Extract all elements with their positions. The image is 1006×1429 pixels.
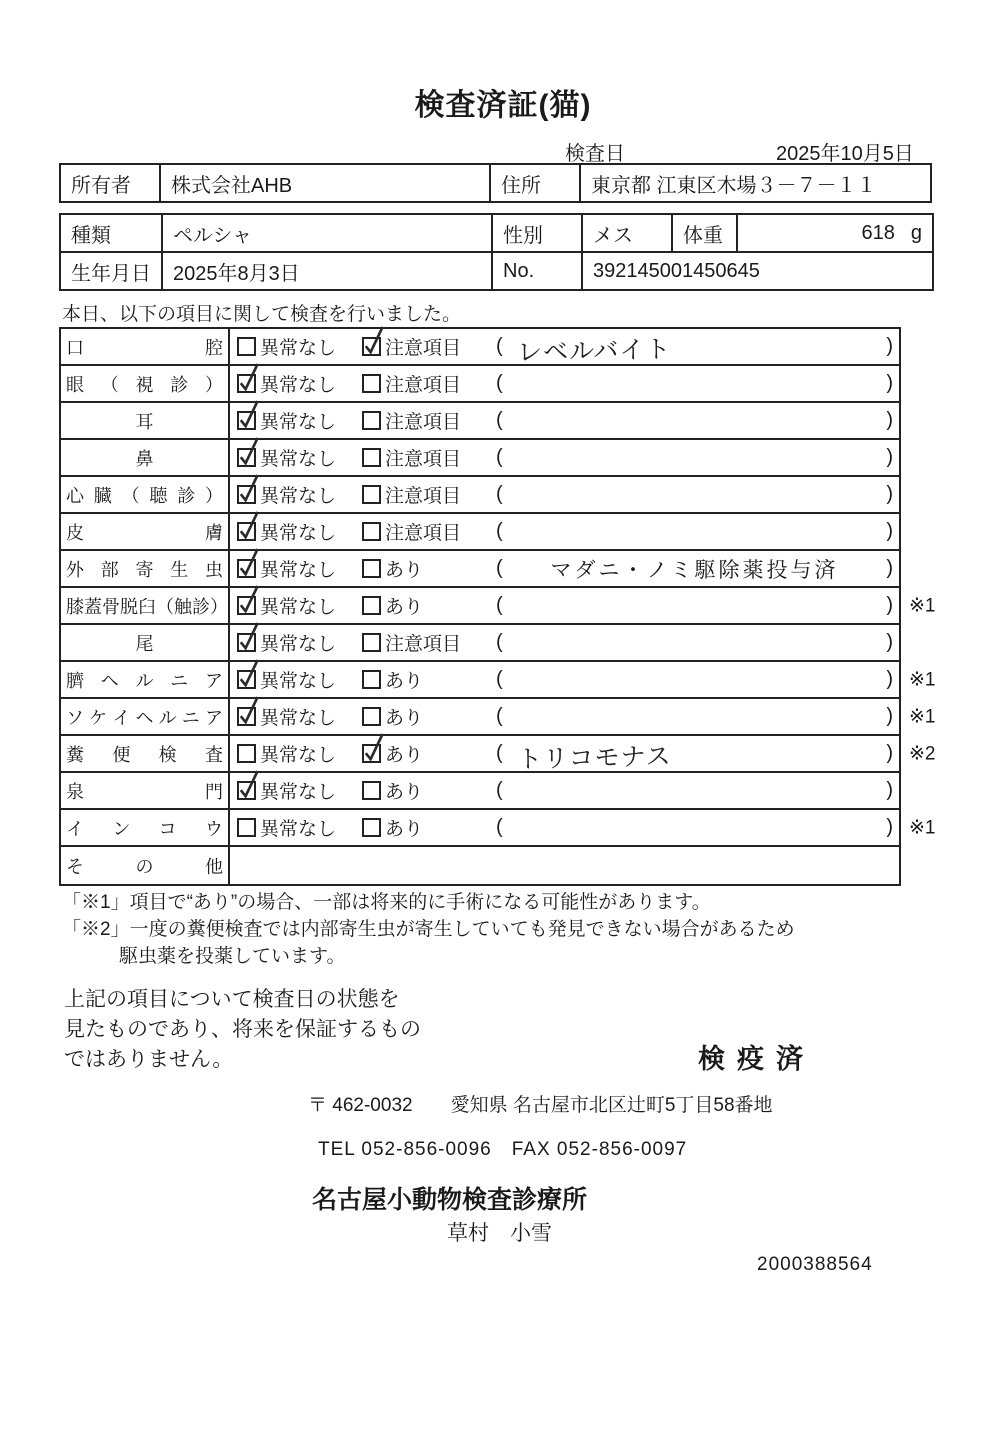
checkbox-no-abnormality[interactable] (237, 744, 256, 763)
remarks-field (492, 554, 899, 584)
checkbox-label: 異常なし (260, 597, 337, 618)
paren-open: ( (496, 335, 503, 357)
exam-item-name: 眼 （ 視 診 ） (66, 374, 223, 395)
checkbox-attention[interactable] (362, 448, 381, 467)
checkbox-label: あり (385, 819, 424, 840)
option-present (362, 740, 492, 767)
checkbox-present[interactable] (362, 670, 381, 689)
paren-close: ) (886, 668, 893, 690)
option-no-abnormality (230, 592, 362, 619)
inspection-date-label: 検査日 (565, 143, 625, 165)
option-no-abnormality (230, 444, 362, 471)
owner-value: 株式会社AHB (160, 164, 490, 202)
remarks-field (492, 631, 899, 654)
exam-row-cryptorchidism (61, 810, 936, 847)
remarks-field (492, 446, 899, 469)
sex-value: メス (582, 214, 672, 252)
checkbox-no-abnormality[interactable] (237, 818, 256, 837)
exam-row-eyes (61, 366, 899, 403)
paren-close: ) (886, 446, 893, 468)
clinic-name: 名古屋小動物検査診療所 (312, 1186, 588, 1214)
option-attention (362, 444, 492, 471)
option-attention (362, 518, 492, 545)
exam-item-name: 外 部 寄 生 虫 (66, 559, 223, 580)
remarks-text: レベルバイト (516, 334, 672, 367)
option-no-abnormality (230, 481, 362, 508)
remarks-text: トリコモナス (516, 741, 672, 774)
disclaimer (64, 985, 421, 1075)
owner-label: 所有者 (60, 164, 160, 202)
paren-close: ) (886, 594, 893, 616)
exam-item-name: 心 臓 （ 聴 診 ） (66, 485, 223, 506)
exam-item-name: 膝 蓋 骨 脱 臼 （ 触 診 ） (66, 596, 228, 617)
remarks-field (492, 816, 899, 839)
exam-row-umbilical-hernia (61, 662, 936, 699)
remarks-field (492, 520, 899, 543)
weight-unit: g (910, 221, 922, 244)
checkbox-present[interactable] (362, 707, 381, 726)
paren-open: ( (496, 705, 503, 727)
birth-label: 生年月日 (60, 252, 162, 290)
checkbox-no-abnormality[interactable] (237, 670, 256, 689)
option-attention (362, 407, 492, 434)
remarks-field (492, 668, 899, 691)
option-no-abnormality (230, 777, 362, 804)
weight-number: 618 (861, 221, 895, 244)
exam-row-nose (61, 440, 899, 477)
remarks-field (492, 594, 899, 617)
sex-label: 性別 (492, 214, 582, 252)
no-label: No. (492, 252, 582, 290)
paren-open: ( (496, 594, 503, 616)
option-present (362, 592, 492, 619)
checkbox-no-abnormality[interactable] (237, 707, 256, 726)
checkbox-label: 異常なし (260, 338, 337, 359)
paren-open: ( (496, 557, 503, 579)
footnote-1: 「※1」項目で“あり”の場合、一部は将来的に手術になる可能性があります。 (62, 892, 711, 913)
disclaimer-line-2: 見たものであり、将来を保証するもの (64, 1018, 421, 1041)
checkbox-label: 注意項目 (385, 523, 462, 544)
paren-open: ( (496, 372, 503, 394)
exam-row-other (61, 847, 899, 884)
no-value: 392145001450645 (582, 252, 933, 290)
checkbox-label: 異常なし (260, 375, 337, 396)
paren-close: ) (886, 557, 893, 579)
paren-close: ) (886, 631, 893, 653)
footnote-mark: ※2 (909, 743, 936, 764)
exam-item-name: 口 腔 (66, 337, 223, 358)
checkbox-label: 異常なし (260, 486, 337, 507)
checkbox-attention[interactable] (362, 411, 381, 430)
footnote-mark: ※1 (909, 817, 936, 838)
checkbox-attention[interactable] (362, 633, 381, 652)
exam-row-fontanelle (61, 773, 899, 810)
footnote-2: 「※2」一度の糞便検査では内部寄生虫が寄生していても発見できない場合があるため (62, 919, 795, 940)
checkbox-label: 注意項目 (385, 634, 462, 655)
remarks-field (492, 329, 899, 365)
paren-close: ) (886, 705, 893, 727)
checkbox-label: あり (385, 708, 424, 729)
exam-item-name: 糞 便 検 査 (66, 744, 223, 765)
checkbox-present[interactable] (362, 744, 381, 763)
checkbox-attention[interactable] (362, 485, 381, 504)
paren-close: ) (886, 335, 893, 357)
checkbox-no-abnormality[interactable] (237, 522, 256, 541)
checkbox-label: 注意項目 (385, 412, 462, 433)
checkbox-label: 注意項目 (385, 375, 462, 396)
address-label: 住所 (490, 164, 580, 202)
quarantine-stamp: 検疫済 (698, 1044, 815, 1074)
remarks-field (492, 705, 899, 728)
exam-item-name: 尾 (135, 633, 154, 654)
weight-label: 体重 (672, 214, 737, 252)
footnote-mark: ※1 (909, 706, 936, 727)
checkbox-label: 異常なし (260, 708, 337, 729)
checkbox-present[interactable] (362, 559, 381, 578)
exam-row-ears (61, 403, 899, 440)
checkbox-label: あり (385, 560, 424, 581)
checkbox-label: 異常なし (260, 782, 337, 803)
breed-value: ペルシャ (162, 214, 492, 252)
checkbox-attention[interactable] (362, 374, 381, 393)
intro-text: 本日、以下の項目に関して検査を行いました。 (62, 304, 462, 325)
paren-open: ( (496, 668, 503, 690)
remarks-field (492, 779, 899, 802)
exam-table (59, 327, 936, 886)
footnotes (62, 889, 795, 970)
checkbox-no-abnormality[interactable] (237, 485, 256, 504)
option-no-abnormality (230, 629, 362, 656)
checkbox-attention[interactable] (362, 522, 381, 541)
checkbox-no-abnormality[interactable] (237, 374, 256, 393)
checkbox-label: 異常なし (260, 745, 337, 766)
pet-table (59, 213, 934, 291)
page-title: 検査済証(猫) (414, 89, 592, 122)
address-value: 東京都 江東区木場３－７－１１ (580, 164, 931, 202)
disclaimer-line-1: 上記の項目について検査日の状態を (64, 988, 400, 1011)
breed-label: 種類 (60, 214, 162, 252)
paren-close: ) (886, 409, 893, 431)
disclaimer-line-3: ではありません。 (64, 1048, 234, 1071)
exam-row-skin (61, 514, 899, 551)
option-present (362, 703, 492, 730)
remarks-field (492, 483, 899, 506)
checkbox-attention[interactable] (362, 337, 381, 356)
option-present (362, 666, 492, 693)
paren-close: ) (886, 520, 893, 542)
paren-open: ( (496, 520, 503, 542)
checkbox-label: あり (385, 671, 424, 692)
paren-open: ( (496, 779, 503, 801)
checkbox-present[interactable] (362, 818, 381, 837)
paren-close: ) (886, 742, 893, 764)
weight-value (737, 214, 933, 252)
remarks-field (492, 372, 899, 395)
exam-item-name: 皮 膚 (66, 522, 223, 543)
checkbox-no-abnormality[interactable] (237, 337, 256, 356)
exam-item-name: 泉 門 (66, 781, 223, 802)
exam-row-fecal-exam (61, 736, 936, 774)
exam-row-external-parasites (61, 551, 899, 588)
owner-row (60, 164, 931, 202)
option-present (362, 777, 492, 804)
option-attention (362, 629, 492, 656)
clinic-phone: TEL 052-856-0096 FAX 052-856-0097 (318, 1139, 688, 1160)
exam-row-heart (61, 477, 899, 514)
pet-row-2 (60, 252, 933, 290)
exam-row-tail (61, 625, 899, 662)
checkbox-label: 注意項目 (385, 486, 462, 507)
pet-row-1 (60, 214, 933, 252)
exam-item-name: 鼻 (135, 448, 154, 469)
exam-row-patella (61, 588, 936, 625)
checkbox-label: 異常なし (260, 671, 337, 692)
exam-item-name: そ の 他 (66, 856, 223, 877)
checkbox-label: 異常なし (260, 449, 337, 470)
serial-number: 2000388564 (757, 1254, 873, 1275)
checkbox-present[interactable] (362, 596, 381, 615)
option-attention (362, 370, 492, 397)
checkbox-label: 注意項目 (385, 449, 462, 470)
exam-item-name: 臍 ヘ ル ニ ア (66, 670, 223, 691)
option-no-abnormality (230, 666, 362, 693)
option-no-abnormality (230, 703, 362, 730)
checkbox-present[interactable] (362, 781, 381, 800)
owner-table (59, 163, 932, 203)
checkbox-no-abnormality[interactable] (237, 448, 256, 467)
exam-row-inguinal-hernia (61, 699, 936, 736)
option-attention (362, 333, 492, 360)
footnote-mark: ※1 (909, 669, 936, 690)
clinic-address: 〒 462-0032 愛知県 名古屋市北区辻町5丁目58番地 (308, 1095, 773, 1116)
remarks-field (492, 409, 899, 432)
checkbox-label: 注意項目 (385, 338, 462, 359)
checkbox-label: 異常なし (260, 819, 337, 840)
option-present (362, 814, 492, 841)
exam-item-name: ソ ケ イ ヘ ル ニ ア (66, 707, 223, 728)
remarks-field (492, 736, 899, 772)
checkbox-label: 異常なし (260, 560, 337, 581)
checkbox-label: あり (385, 782, 424, 803)
checkbox-label: 異常なし (260, 634, 337, 655)
inspection-date-value: 2025年10月5日 (776, 143, 914, 165)
option-no-abnormality (230, 407, 362, 434)
paren-close: ) (886, 483, 893, 505)
paren-close: ) (886, 372, 893, 394)
veterinarian-name: 草村 小雪 (447, 1222, 552, 1245)
exam-row-oral (61, 329, 899, 366)
birth-value: 2025年8月3日 (162, 252, 492, 290)
paren-open: ( (496, 816, 503, 838)
option-no-abnormality (230, 370, 362, 397)
checkbox-label: あり (385, 745, 424, 766)
option-no-abnormality (230, 740, 362, 767)
checkbox-no-abnormality[interactable] (237, 411, 256, 430)
checkbox-label: 異常なし (260, 412, 337, 433)
checkbox-no-abnormality[interactable] (237, 781, 256, 800)
option-present (362, 555, 492, 582)
checkbox-no-abnormality[interactable] (237, 633, 256, 652)
paren-open: ( (496, 409, 503, 431)
paren-open: ( (496, 742, 503, 764)
checkbox-no-abnormality[interactable] (237, 596, 256, 615)
paren-close: ) (886, 779, 893, 801)
footnote-mark: ※1 (909, 595, 936, 616)
checkbox-label: 異常なし (260, 523, 337, 544)
option-no-abnormality (230, 518, 362, 545)
footnote-2-continued: 駆虫薬を投薬しています。 (119, 946, 346, 967)
checkbox-label: あり (385, 597, 424, 618)
option-attention (362, 481, 492, 508)
paren-open: ( (496, 483, 503, 505)
remarks-text: マダニ・ノミ駆除薬投与済 (550, 558, 839, 582)
option-no-abnormality (230, 333, 362, 360)
exam-item-name: 耳 (135, 411, 154, 432)
option-no-abnormality (230, 555, 362, 582)
paren-close: ) (886, 816, 893, 838)
exam-item-name: イ ン コ ウ (66, 818, 223, 839)
paren-open: ( (496, 446, 503, 468)
paren-open: ( (496, 631, 503, 653)
checkbox-no-abnormality[interactable] (237, 559, 256, 578)
option-no-abnormality (230, 814, 362, 841)
